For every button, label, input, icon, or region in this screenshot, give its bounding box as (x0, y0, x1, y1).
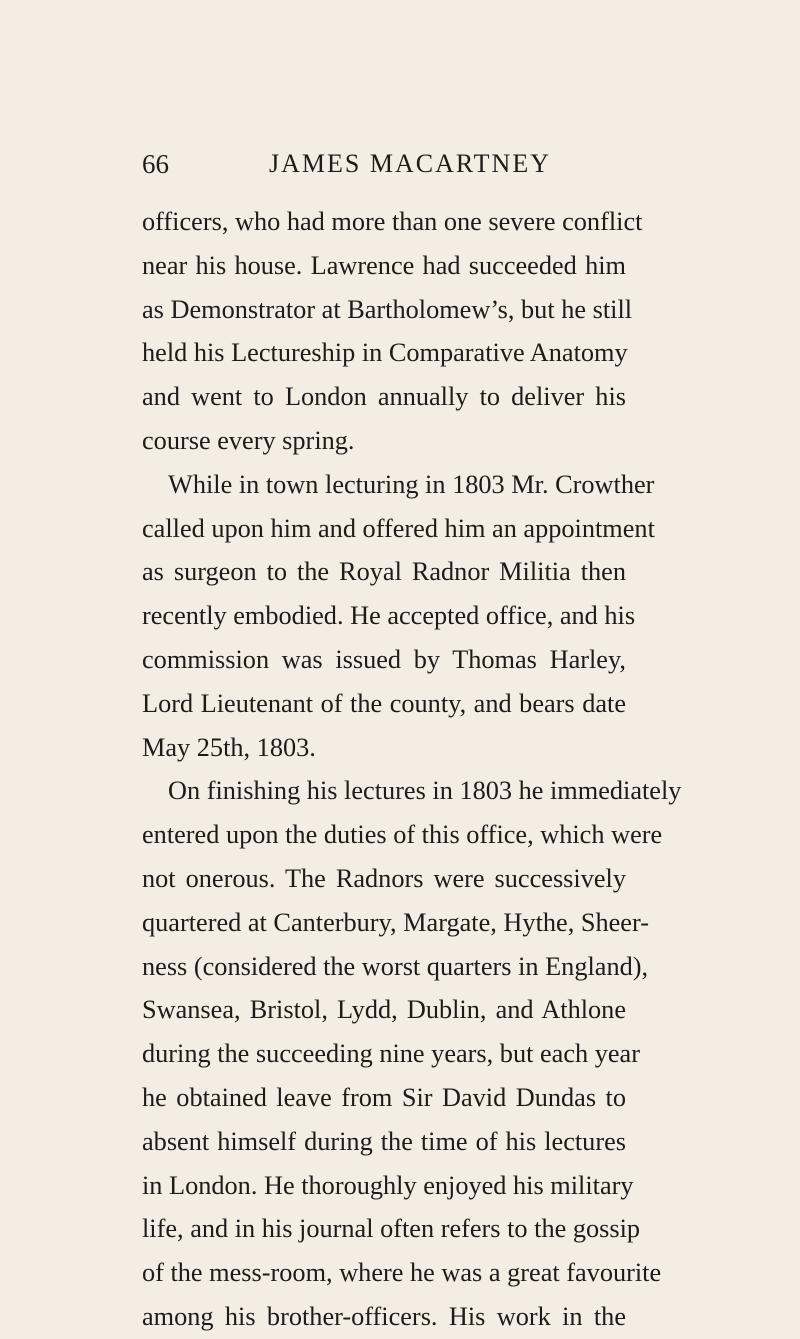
text-line: quartered at Canterbury, Margate, Hythe, Sheer- (142, 907, 649, 937)
text-line: recently embodied. He accepted office, and his (142, 601, 636, 631)
text-line: May 25th, 1803. (142, 732, 316, 762)
text-line: On finishing his lectures in 1803 he immediately (168, 776, 682, 806)
text-line: and went to London annually to deliver his (142, 382, 626, 412)
text-line: Swansea, Bristol, Lydd, Dublin, and Athlone (142, 995, 626, 1025)
text-line: Lord Lieutenant of the county, and bears date (142, 688, 626, 718)
text-line: absent himself during the time of his lectures (142, 1126, 626, 1156)
text-line: called upon him and offered him an appointment (142, 513, 655, 543)
text-line: as surgeon to the Royal Radnor Militia then (142, 557, 626, 587)
text-line: officers, who had more than one severe conflict (142, 207, 643, 236)
text-line: held his Lectureship in Comparative Anatomy (142, 338, 628, 368)
text-line: among his brother-officers. His work in the (142, 1301, 626, 1331)
text-line: near his house. Lawrence had succeeded him (142, 250, 626, 280)
running-head: JAMES MACARTNEY (269, 149, 551, 178)
text-line: in London. He thoroughly enjoyed his military (142, 1170, 634, 1200)
text-line: life, and in his journal often refers to the gossip (142, 1214, 641, 1244)
text-line: of the mess-room, where he was a great favourite (142, 1258, 662, 1288)
text-line: commission was issued by Thomas Harley, (142, 644, 626, 674)
text-line: course every spring. (142, 425, 355, 455)
page-header (142, 147, 626, 181)
text-line: as Demonstrator at Bartholomew’s, but he still (142, 294, 633, 324)
text-line: not onerous. The Radnors were successively (142, 863, 626, 893)
text-line: entered upon the duties of this office, which were (142, 820, 663, 850)
text-line: during the succeeding nine years, but each year (142, 1039, 640, 1069)
text-line: ness (considered the worst quarters in England), (142, 951, 649, 981)
body-text (142, 200, 682, 1339)
text-line: he obtained leave from Sir David Dundas to (142, 1082, 626, 1112)
page-number: 66 (142, 149, 169, 179)
text-line: While in town lecturing in 1803 Mr. Crowther (168, 469, 655, 499)
